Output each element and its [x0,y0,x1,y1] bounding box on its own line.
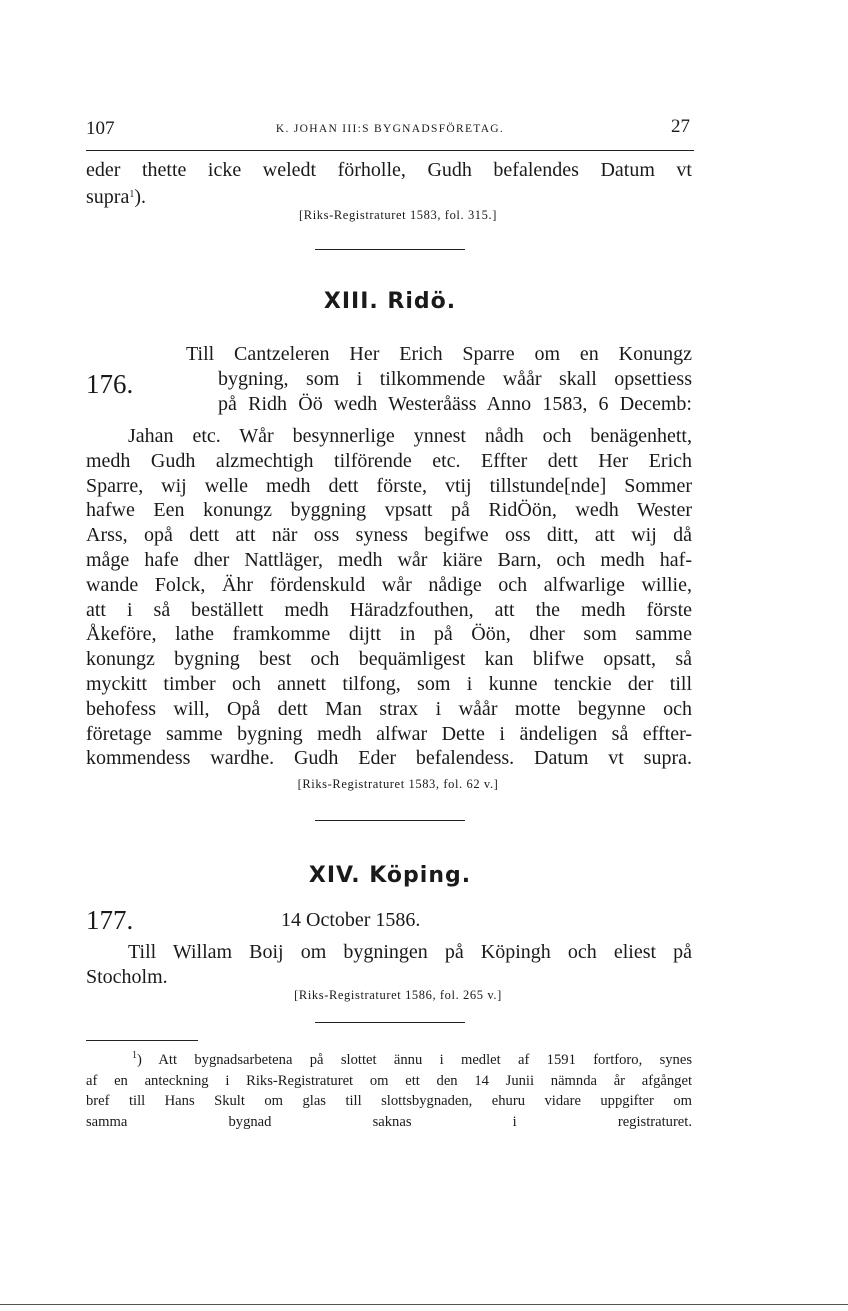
text-line: måge hafe dher Nattläger, medh wår kiäre Barn, och medh haf- [86,548,692,571]
text-fragment: ). [134,185,146,208]
text-line: att i så beställett medh Häradzfouthen, att the medh förste [86,598,692,621]
text-fragment: supra [86,185,130,208]
header-rule [86,150,694,151]
text-line [86,183,692,210]
text-line: Åkeföre, lathe framkomme dijtt in på Öön, dher som samme [86,623,692,646]
entry-number: 176. [86,369,134,399]
section-divider [315,820,465,821]
page-number-left: 107 [86,118,115,139]
text-line: Till Willam Boij om bygningen på Köpingh och eliest på [128,941,692,963]
footnote [86,1046,692,1132]
section-heading: XIV. Köping. [308,863,472,888]
text-line: på Ridh Öö wedh Westeråäss Anno 1583, 6 Decemb: [218,392,692,415]
text-line: behofess will, Opå dett Man strax i wåår motte begynne och [86,697,692,720]
text-line: hafwe Een konungz byggning vpsatt på RidÖön, wedh Wester [86,499,692,522]
section-divider [315,249,465,250]
text-line: kommendess wardhe. Gudh Eder befalendess. Datum vt supra. [86,747,692,770]
document-page [86,0,694,1311]
citation: [Riks-Registraturet 1583, fol. 315.] [299,208,497,222]
text-line: företage samme bygning medh alfwar Dette i ändeligen så effter- [86,722,692,745]
citation: [Riks-Registraturet 1583, fol. 62 v.] [297,777,499,791]
address-block [186,342,692,416]
text-line [86,1046,692,1071]
citation: [Riks-Registraturet 1586, fol. 265 v.] [294,988,502,1002]
text-fragment: ) Att bygnadsarbetena på slottet ännu i medlet af 1591 fortforo, synes [137,1052,692,1068]
footnote-marker[interactable]: 1 [129,188,135,200]
footnote-marker: 1 [132,1050,137,1061]
text-line: Arss, opå dett att när oss syness begifwe oss ditt, att wij då [86,524,692,547]
footnote-rule [86,1040,198,1041]
page-number-right: 27 [671,116,690,137]
text-line: 14 October 1586. [281,909,421,931]
text-line: konungz bygning best och bequämligest kan blifwe opsatt, så [86,648,692,671]
entry-number: 177. [86,905,134,935]
text-line: eder thette icke weledt förholle, Gudh befalendes Datum vt [86,159,692,181]
text-line: af en anteckning i Riks-Registraturet om ett den 14 Junii nämnda år afgånget [86,1072,692,1089]
text-line: Sparre, wij welle medh dett förste, vtij tillstunde[nde] Sommer [86,474,692,497]
text-line: samma bygnad saknas i registraturet. [86,1113,692,1130]
text-line: wande Folck, Ähr fördenskuld wår nådige och alfwarlige willie, [86,573,692,596]
text-line: Till Cantzeleren Her Erich Sparre om en Konungz [186,343,692,365]
text-line: bygning, som i tilkommende wåår skall opsettiess [218,367,692,390]
letter-body [86,424,692,771]
opening-paragraph [86,158,692,210]
entry-date [281,908,581,933]
section-heading: XIII. Ridö. [323,289,457,314]
text-line: Stocholm. [86,965,168,988]
section-divider [315,1022,465,1023]
letter-body [86,940,692,990]
text-line: Jahan etc. Wår besynnerlige ynnest nådh och benägenhett, [128,425,692,447]
text-line: medh Gudh alzmechtigh tilförende etc. Effter dett Her Erich [86,449,692,472]
running-title: K. JOHAN III:S BYGNADSFÖRETAG. [275,123,505,135]
scan-edge [0,1304,848,1305]
page-header [86,118,694,144]
text-line: myckitt timber och annett tilfong, som i kunne tenckie der till [86,672,692,695]
text-line: bref till Hans Skult om glas till slottsbygnaden, ehuru vidare uppgifter om [86,1093,692,1109]
